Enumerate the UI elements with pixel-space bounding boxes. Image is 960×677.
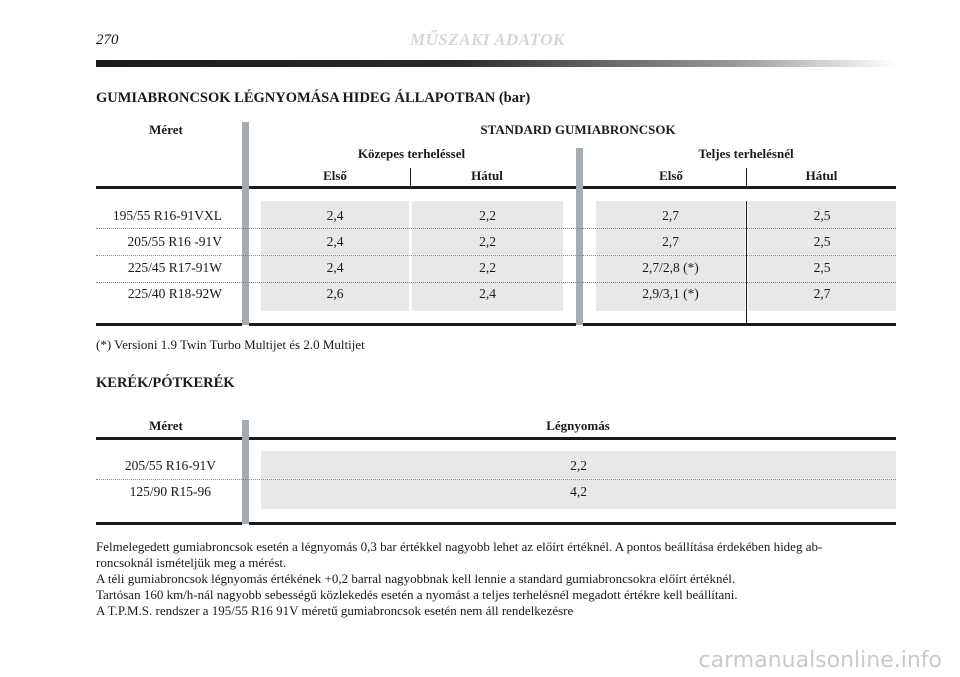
table-rule [96,186,242,189]
watermark: carmanualsonline.info [698,648,942,673]
tire-pressure-heading: GUMIABRONCSOK LÉGNYOMÁSA HIDEG ÁLLAPOTBAN (bar) [96,90,531,106]
spare-pressure: 4,2 [570,484,587,499]
table-rule [249,522,896,525]
table-rule [96,323,242,326]
pressure-full-rear: 2,7 [813,286,831,301]
spare-tire-size: 205/55 R16-91V [124,458,216,473]
column-separator [242,420,249,524]
col-header-full-rear: Hátul [805,168,838,183]
tire-size: 195/55 R16-91VXL [112,208,222,223]
column-divider [746,201,747,325]
tire-size: 225/40 R18-92W [127,286,222,301]
note-line: Felmelegedett gumiabroncsok esetén a légnyomás 0,3 bar értékkel nagyobb lehet az előírt értéknél. A pontos beállítása érdekében hideg ab- [96,539,823,554]
pressure-medium-front: 2,4 [326,234,344,249]
page-number: 270 [96,32,119,48]
notes-paragraph [96,539,896,619]
column-separator [576,148,583,325]
col-header-full-front: Első [659,168,683,183]
row-separator [96,282,896,283]
pressure-full-rear: 2,5 [813,260,831,275]
pressure-medium-front: 2,4 [326,260,344,275]
pressure-full-front: 2,7 [662,208,679,223]
pressure-medium-rear: 2,2 [479,260,496,275]
row-separator [96,228,896,229]
pressure-medium-front: 2,6 [326,286,344,301]
table-rule [96,522,242,525]
col-header-medium-load: Közepes terheléssel [357,146,466,161]
column-separator [242,122,249,325]
tire-size: 225/45 R17-91W [127,260,222,275]
row-separator [96,255,896,256]
table-rule [583,323,896,326]
pressure-full-front: 2,7/2,8 (*) [642,260,699,275]
table-rule [583,186,896,189]
col-header-full-load: Teljes terhelésnél [698,146,794,161]
column-divider [746,168,747,188]
row-separator [96,479,896,480]
col-header-standard: STANDARD GUMIABRONCSOK [480,122,676,137]
note-line: Tartósan 160 km/h-nál nagyobb sebességű közlekedés esetén a nyomást a teljes terhelésnél megadott értékre kell beállítani. [96,587,738,602]
table-rule [96,437,242,440]
col-header-medium-front: Első [323,168,347,183]
note-line: A T.P.M.S. rendszer a 195/55 R16 91V méretű gumiabroncsok esetén nem áll rendelkezésre [96,603,574,618]
tire-size: 205/55 R16 -91V [127,234,222,249]
header-rule [96,60,896,67]
col-header-size: Méret [149,418,183,433]
pressure-medium-rear: 2,2 [479,234,496,249]
col-header-medium-rear: Hátul [471,168,503,183]
table-rule [249,186,576,189]
spare-wheel-heading: KERÉK/PÓTKERÉK [96,375,235,391]
section-title: MŰSZAKI ADATOK [410,30,565,49]
col-header-pressure: Légnyomás [546,418,610,433]
pressure-medium-rear: 2,2 [479,208,496,223]
pressure-full-front: 2,9/3,1 (*) [642,286,699,301]
pressure-full-front: 2,7 [662,234,679,249]
column-divider [410,168,411,188]
note-line: roncsoknál ismételjük meg a mérést. [96,555,287,570]
note-line: A téli gumiabroncsok légnyomás értékének +0,2 barral nagyobbnak kell lennie a standard gumiabroncsokra előírt értéknél. [96,571,736,586]
pressure-medium-front: 2,4 [326,208,344,223]
table-rule [249,437,896,440]
col-header-size: Méret [149,122,183,137]
pressure-full-rear: 2,5 [813,208,831,223]
pressure-full-rear: 2,5 [813,234,831,249]
table-rule [249,323,576,326]
spare-tire-size: 125/90 R15-96 [129,484,211,499]
spare-pressure: 2,2 [570,458,587,473]
pressure-medium-rear: 2,4 [479,286,496,301]
footnote: (*) Versioni 1.9 Twin Turbo Multijet és 2.0 Multijet [96,337,365,352]
